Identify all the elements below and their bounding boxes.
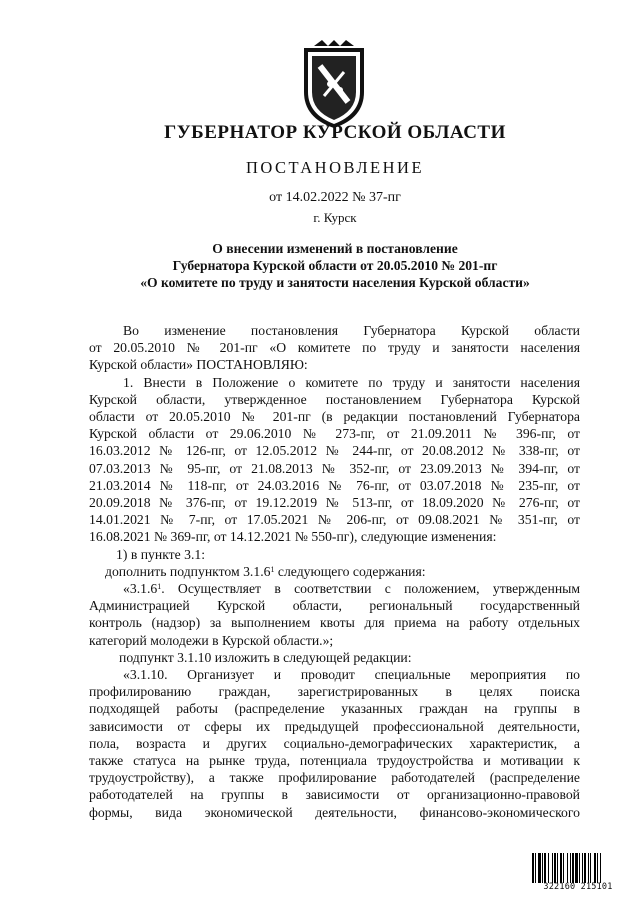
document-city: г. Курск xyxy=(313,210,357,225)
text-line: 21.03.2014 № 118-пг, от 24.03.2016 № 76-пг, от 03.07.2018 № 235-пг, от xyxy=(89,477,580,493)
subitem-paragraph: 1) в пункте 3.1: xyxy=(116,546,206,562)
text-line: Курской области от 29.06.2010 № 273-пг, от 21.09.2011 № 396-пг, от xyxy=(89,426,580,442)
text-line: контроль (надзор) за выполнением квоты для приема на работу отдельных xyxy=(89,615,580,631)
text-line: Курской области, утвержденное постановлением Губернатора Курской xyxy=(89,391,580,407)
text-line: Во изменение постановления Губернатора Курской области xyxy=(123,323,580,338)
text-line: 07.03.2013 № 95-пг, от 21.08.2013 № 352-пг, от 23.09.2013 № 394-пг, от xyxy=(89,460,580,476)
title-line: Губернатора Курской области от 20.05.2010 № 201-пг xyxy=(172,258,498,273)
preamble-paragraph xyxy=(89,322,580,374)
text-line: «3.1.10. Организует и проводит специальные мероприятия по xyxy=(123,667,580,683)
title-line: «О комитете по труду и занятости населения Курской области» xyxy=(140,275,530,290)
text-line: пола, возраста и других социально-демографических характеристик, а xyxy=(89,735,580,751)
text-line: зависимости от сферы их предыдущей профессиональной деятельности, xyxy=(89,718,580,734)
text-line: подходящей работы (распределение указанных граждан на группы в xyxy=(89,701,580,717)
barcode-icon xyxy=(532,853,624,883)
text-line: 16.03.2012 № 126-пг, от 12.05.2012 № 244-пг, от 20.08.2012 № 338-пг, от xyxy=(89,443,580,459)
barcode-number: 322160 215101 xyxy=(543,882,613,892)
text-line: 16.08.2021 № 369-пг, от 14.12.2021 № 550-пг), следующие изменения: xyxy=(89,529,497,545)
amendment-intro-paragraph: дополнить подпунктом 3.1.6$^1$ следующего содержания: xyxy=(105,563,426,579)
title-line: О внесении изменений в постановление xyxy=(212,241,458,256)
text-line: трудоустройству), а также профилирование работодателей (распределение xyxy=(89,770,580,786)
text-line: профилированию граждан, зарегистрированных в целях поиска xyxy=(89,684,580,700)
document-date-number: от 14.02.2022 № 37-пг xyxy=(269,190,401,205)
amendment-3-1-6-1-paragraph xyxy=(89,580,580,649)
text-line: категорий молодежи в Курской области.»; xyxy=(89,632,334,648)
text-line: 1. Внести в Положение о комитете по труду и занятости населения xyxy=(123,374,580,390)
text-line: также статуса на рынке труда, потенциала трудоустройства и мотивации к xyxy=(89,753,580,769)
text-line: 14.01.2021 № 7-пг, от 17.05.2021 № 206-пг, от 09.08.2021 № 351-пг, от xyxy=(89,512,580,528)
document-title xyxy=(80,240,590,291)
text-line: Администрацией Курской области, региональный государственный xyxy=(89,598,580,614)
document-body xyxy=(89,322,580,821)
item-1-paragraph xyxy=(89,374,580,546)
text-line: формы, вида экономической деятельности, финансово-экономического xyxy=(89,804,580,820)
subitem-3-1-10-intro: подпункт 3.1.10 изложить в следующей редакции: xyxy=(119,649,412,665)
text-line: от 20.05.2010 № 201-пг «О комитете по труду и занятости населения xyxy=(89,340,580,356)
kursk-coat-of-arms-icon xyxy=(294,40,374,132)
amendment-3-1-10-paragraph xyxy=(89,666,580,821)
text-line: области от 20.05.2010 № 201-пг (в редакции постановлений Губернатора xyxy=(89,409,580,425)
barcode xyxy=(532,853,624,893)
text-line: «3.1.6$^1$. Осуществляет в соответствии с положением, утвержденным xyxy=(123,581,580,597)
text-line: 20.09.2018 № 376-пг, от 19.12.2019 № 513-пг, от 18.09.2020 № 276-пг, от xyxy=(89,495,580,511)
document-type: ПОСТАНОВЛЕНИЕ xyxy=(245,158,425,177)
authority-heading: ГУБЕРНАТОР КУРСКОЙ ОБЛАСТИ xyxy=(164,122,506,143)
text-line: Курской области» ПОСТАНОВЛЯЮ: xyxy=(89,357,308,373)
text-line: работодателей на группы в зависимости от организационно-правовой xyxy=(89,787,580,803)
